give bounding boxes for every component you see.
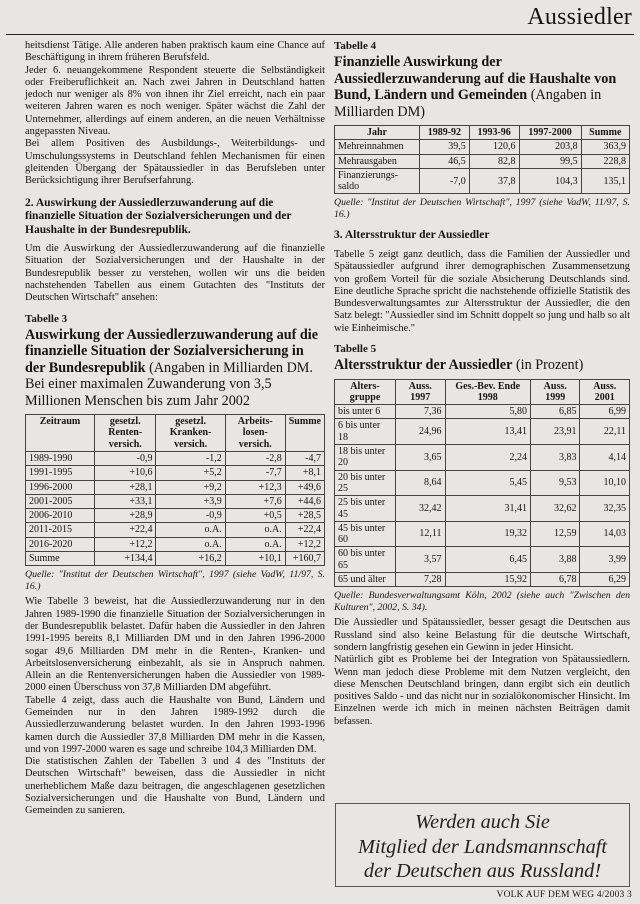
table-cell: 22,11 xyxy=(580,419,630,445)
table-cell: 45 bis unter 60 xyxy=(335,521,396,547)
table-cell: +49,6 xyxy=(285,480,324,494)
table-cell: 4,14 xyxy=(580,445,630,471)
analysis-paragraph: Tabelle 4 zeigt, dass auch die Haushalte von Bund, Ländern und Gemeinden nur in den Jahren 1989-1992 durch die Aussiedlerzuwanderung belastet wurden. In den Jahren 1993-1996 kamen durch die Aussiedler 37,8 Milliarden DM mehr in die Kassen, und von 1997-2000 waren es sage und schreibe 104,3 Milliarden DM. xyxy=(25,694,325,755)
table-cell: 37,8 xyxy=(469,168,519,194)
table-cell: 32,42 xyxy=(396,496,446,522)
table-cell: +22,4 xyxy=(285,523,324,537)
table-header: 1997-2000 xyxy=(519,126,581,140)
table-cell: o.A. xyxy=(225,537,285,551)
table-cell: Summe xyxy=(26,552,95,566)
section-heading-2: 2. Auswirkung der Aussiedlerzuwanderung auf die finanzielle Situation der Sozialversicherungen und der Haushalte in der Bundesrepublik. xyxy=(25,196,292,236)
table-cell: 99,5 xyxy=(519,154,581,168)
table-cell: +10,6 xyxy=(95,466,156,480)
table-cell: 5,80 xyxy=(445,405,530,419)
table-cell: Mehreinnahmen xyxy=(335,140,420,154)
table-cell: -7,7 xyxy=(225,466,285,480)
table-cell: +16,2 xyxy=(156,552,225,566)
table-cell: 46,5 xyxy=(420,154,470,168)
table-cell: 20 bis unter 25 xyxy=(335,470,396,496)
table-cell: 65 und älter xyxy=(335,573,396,587)
table-cell: +5,2 xyxy=(156,466,225,480)
table-cell: 32,62 xyxy=(530,496,580,522)
table-cell: -0,9 xyxy=(95,451,156,465)
header-rule xyxy=(6,34,634,35)
table-cell: +7,6 xyxy=(225,494,285,508)
left-column xyxy=(25,40,325,818)
table5-source: Quelle: Bundesverwaltungsamt Köln, 2002 (siehe auch "Zwischen den Kulturen", 2002, S. 34). xyxy=(334,590,630,613)
table-cell: 203,8 xyxy=(519,140,581,154)
table-row xyxy=(335,573,630,587)
table-cell: -7,0 xyxy=(420,168,470,194)
table-cell: Finanzierungs-saldo xyxy=(335,168,420,194)
ad-line: Mitglied der Landsmannschaft xyxy=(358,835,607,858)
table-cell: +22,4 xyxy=(95,523,156,537)
table-cell: 3,99 xyxy=(580,547,630,573)
table-header: Auss. 2001 xyxy=(580,379,630,405)
table-cell: -4,7 xyxy=(285,451,324,465)
table-header: Zeitraum xyxy=(26,415,95,452)
table-cell: +12,2 xyxy=(95,537,156,551)
table-cell: +12,3 xyxy=(225,480,285,494)
table-row xyxy=(26,466,325,480)
table5-title-sub: (in Prozent) xyxy=(512,357,584,374)
table-header: Auss. 1997 xyxy=(396,379,446,405)
table-cell: o.A. xyxy=(156,537,225,551)
page-footer: VOLK AUF DEM WEG 4/2003 3 xyxy=(496,890,632,900)
table-cell: 60 bis unter 65 xyxy=(335,547,396,573)
table4-title-main: Finanzielle Auswirkung der Aussiedlerzuwanderung auf die Haushalte von Bund, Ländern und Gemeinden xyxy=(334,54,617,103)
table-cell: 1989-1990 xyxy=(26,451,95,465)
table-cell: +44,6 xyxy=(285,494,324,508)
table-header: Ges.-Bev. Ende 1998 xyxy=(445,379,530,405)
table-header: Auss. 1999 xyxy=(530,379,580,405)
table4-label: Tabelle 4 xyxy=(334,40,377,52)
table-cell: 135,1 xyxy=(581,168,629,194)
table-cell: +28,9 xyxy=(95,509,156,523)
table-cell: 12,11 xyxy=(396,521,446,547)
table-cell: 228,8 xyxy=(581,154,629,168)
table-cell: 5,45 xyxy=(445,470,530,496)
table-cell: 9,53 xyxy=(530,470,580,496)
table-cell: 2011-2015 xyxy=(26,523,95,537)
section2-paragraph: Um die Auswirkung der Aussiedlerzuwanderung auf die finanzielle Situation der Sozialversicherungen und der Haushalte in der Bundesrepublik besser zu verstehen, wollen wir uns die beiden nachstehenden Tabellen aus einem Gutachten des "Instituts der Deutschen Wirtschaft" ansehen: xyxy=(25,243,325,304)
table-row-total xyxy=(26,552,325,566)
table-row xyxy=(26,509,325,523)
table-cell: 3,57 xyxy=(396,547,446,573)
table-row xyxy=(26,494,325,508)
table-cell: 6,85 xyxy=(530,405,580,419)
table-cell: 13,41 xyxy=(445,419,530,445)
table-header: 1989-92 xyxy=(420,126,470,140)
table-cell: 8,64 xyxy=(396,470,446,496)
table-row xyxy=(335,405,630,419)
section-heading-3: 3. Altersstruktur der Aussiedler xyxy=(334,229,490,242)
table-cell: 1996-2000 xyxy=(26,480,95,494)
section-title: Aussiedler xyxy=(527,4,632,30)
table-cell: 120,6 xyxy=(469,140,519,154)
table-cell: 18 bis unter 20 xyxy=(335,445,396,471)
table5 xyxy=(334,379,630,588)
table-row xyxy=(335,445,630,471)
table-cell: +12,2 xyxy=(285,537,324,551)
table-row xyxy=(335,470,630,496)
table-row xyxy=(26,451,325,465)
table-row xyxy=(335,168,630,194)
table4-source: Quelle: "Institut der Deutschen Wirtschaft", 1997 (siehe VadW, 11/97, S. 16.) xyxy=(334,197,630,220)
table-cell: bis unter 6 xyxy=(335,405,396,419)
table-cell: 82,8 xyxy=(469,154,519,168)
table-cell: 104,3 xyxy=(519,168,581,194)
table-cell: -2,8 xyxy=(225,451,285,465)
table-cell: 23,91 xyxy=(530,419,580,445)
table4-title xyxy=(334,54,630,120)
table-header: 1993-96 xyxy=(469,126,519,140)
table4 xyxy=(334,125,630,194)
table-cell: 19,32 xyxy=(445,521,530,547)
table-cell: 7,36 xyxy=(396,405,446,419)
analysis-paragraph: Die statistischen Zahlen der Tabellen 3 und 4 des "Instituts der Deutschen Wirtschaft" beweisen, dass die Aussiedler in nicht unerheblichem Maße dazu beitragen, die angeschlagenen gesetzlichen Sozialversicherungen und die Haushalte von Bund, Ländern und Gemeinden zu sanieren. xyxy=(25,756,325,817)
table-cell: -1,2 xyxy=(156,451,225,465)
table-cell: 12,59 xyxy=(530,521,580,547)
membership-ad-box xyxy=(335,803,630,887)
table-cell: 10,10 xyxy=(580,470,630,496)
table-cell: 6 bis unter 18 xyxy=(335,419,396,445)
ad-line: der Deutschen aus Russland! xyxy=(363,860,602,882)
table-cell: 6,45 xyxy=(445,547,530,573)
table-row xyxy=(335,547,630,573)
table-cell: 3,83 xyxy=(530,445,580,471)
table-cell: +0,5 xyxy=(225,509,285,523)
table5-title xyxy=(334,357,630,374)
table3-title-main: Auswirkung der Aussiedlerzuwanderung auf die finanzielle Situation der Sozialversicherung in der Bundesrepublik xyxy=(25,326,318,376)
table-cell: 2,24 xyxy=(445,445,530,471)
table-row xyxy=(335,154,630,168)
table-cell: 6,78 xyxy=(530,573,580,587)
table-header: Arbeits-losen-versich. xyxy=(225,415,285,452)
closing-paragraph: Die Aussiedler und Spätaussiedler, besser gesagt die Deutschen aus Russland sind also keine Belastung für die deutsche Wirtschaft, sondern langfristig gesehen ein Gewinn in jeder Hinsicht. xyxy=(334,617,630,653)
table-cell: 2016-2020 xyxy=(26,537,95,551)
intro-paragraph: heitsdienst Tätige. Alle anderen haben praktisch kaum eine Chance auf Beschäftigung in ihrem früheren Berufsfeld. xyxy=(25,40,325,64)
table3 xyxy=(25,414,325,566)
table-cell: 25 bis unter 45 xyxy=(335,496,396,522)
table-row xyxy=(26,537,325,551)
table-cell: 2006-2010 xyxy=(26,509,95,523)
table-cell: 1991-1995 xyxy=(26,466,95,480)
right-column xyxy=(334,40,630,728)
table-cell: 3,88 xyxy=(530,547,580,573)
table-cell: Mehrausgaben xyxy=(335,154,420,168)
table-cell: +134,4 xyxy=(95,552,156,566)
table-row xyxy=(335,521,630,547)
table-cell: 7,28 xyxy=(396,573,446,587)
table-cell: 363,9 xyxy=(581,140,629,154)
table-cell: 15,92 xyxy=(445,573,530,587)
table-header: Summe xyxy=(285,415,324,452)
ad-line: Werden auch Sie xyxy=(415,811,550,833)
intro-paragraph: Jeder 6. neuangekommene Respondent steuerte die Selbständigkeit oder Freiberuflichkeit an. Nach zwei Jahren in Deutschland hatten jedoch nur weniger als 8% von ihnen ihr Ziel erreicht, nach ein paar weiteren Jahren waren es noch weniger. Später wächst die Zahl der Unternehmer, allerdings auf einem anderen, an die neuen Verhältnisse angepassten Niveau. xyxy=(25,64,325,138)
table-cell: 6,99 xyxy=(580,405,630,419)
intro-paragraph: Bei allem Positiven des Ausbildungs-, Weiterbildungs- und Umschulungssystems in Deutschland fehlen Mechanismen für einen gleitenden Übergang der Spätaussiedler in das Berufsleben unter Berücksichtigung ihrer Berufserfahrung. xyxy=(25,138,325,187)
table-cell: 6,29 xyxy=(580,573,630,587)
table-cell: 39,5 xyxy=(420,140,470,154)
table-header: Alters-gruppe xyxy=(335,379,396,405)
table-cell: +28,1 xyxy=(95,480,156,494)
table5-label: Tabelle 5 xyxy=(334,343,377,356)
table-cell: o.A. xyxy=(225,523,285,537)
table-cell: 3,65 xyxy=(396,445,446,471)
table-cell: +160,7 xyxy=(285,552,324,566)
table-row xyxy=(335,496,630,522)
table-row xyxy=(335,419,630,445)
table-cell: o.A. xyxy=(156,523,225,537)
table3-title xyxy=(25,327,325,410)
table-cell: 14,03 xyxy=(580,521,630,547)
closing-paragraph: Natürlich gibt es Probleme bei der Integration von Spätaussiedlern. Wenn man jedoch diese Probleme mit dem Nutzen vergleicht, den diese Menschen Deutschland bringen, dann ergibt sich ein deutlich positives Saldo - und das nicht nur in sozialökonomischer Hinsicht. Im Einzelnen werde ich mich in meinen nächsten Beiträgen damit befassen. xyxy=(334,654,630,727)
table3-title-sub: (Angaben in Milliarden DM. Bei einer maximalen Zuwanderung von 3,5 Millionen Menschen bis zum Jahr 2002 xyxy=(25,359,313,409)
table-row xyxy=(26,523,325,537)
table4-title-sub: (Angaben in Milliarden DM) xyxy=(334,87,602,120)
table-cell: +3,9 xyxy=(156,494,225,508)
table-cell: 32,35 xyxy=(580,496,630,522)
table-cell: +9,2 xyxy=(156,480,225,494)
table-row xyxy=(335,140,630,154)
table-cell: +8,1 xyxy=(285,466,324,480)
table5-title-main: Altersstruktur der Aussiedler xyxy=(334,357,513,374)
table-header: Summe xyxy=(581,126,629,140)
table-header: gesetzl. Kranken-versich. xyxy=(156,415,225,452)
table-cell: +10,1 xyxy=(225,552,285,566)
table-header: gesetzl. Renten-versich. xyxy=(95,415,156,452)
analysis-paragraph: Wie Tabelle 3 beweist, hat die Aussiedlerzuwanderung nur in den Jahren 1989-1990 die finanzielle Situation der Sozialversicherungen in der Bundesrepublik belastet. Dafür haben die Aussiedler in den Jahren 1991-1995 bereits 8,1 Milliarden DM und in den Jahren 1996-2000 sogar 49,6 Milliarden DM mehr in die Renten-, Kranken- und Arbeitslosenversicherung einbezahlt, als sie in Anspruch nahmen. Allein an die Rentenversicherungen haben die Aussiedler von 1989-2000 einen Überschuss von 37,8 Milliarden DM abgeführt. xyxy=(25,596,325,694)
table-cell: +33,1 xyxy=(95,494,156,508)
table-cell: 31,41 xyxy=(445,496,530,522)
table-cell: 24,96 xyxy=(396,419,446,445)
table-header: Jahr xyxy=(335,126,420,140)
table-cell: -0,9 xyxy=(156,509,225,523)
table3-label: Tabelle 3 xyxy=(25,312,68,325)
table-cell: 2001-2005 xyxy=(26,494,95,508)
section3-paragraph: Tabelle 5 zeigt ganz deutlich, dass die Familien der Aussiedler und Spätaussiedler aufgrund ihrer demographischen Zusammensetzung von großem Vorteil für die soziale Absicherung Deutschlands sind. Eine deutliche Sprache spricht die nachstehende offizielle Statistik des Bundesverwaltungsamtes zur Altersstruktur der Aussiedler, die den Satz belegt: "Aussiedler sind im Schnitt doppelt so jung und halb so alt wie Einheimische." xyxy=(334,248,630,334)
table-row xyxy=(26,480,325,494)
table3-source: Quelle: "Institut der Deutschen Wirtschaft", 1997 (siehe VadW, 11/97, S. 16.) xyxy=(25,569,325,592)
table-cell: +28,5 xyxy=(285,509,324,523)
